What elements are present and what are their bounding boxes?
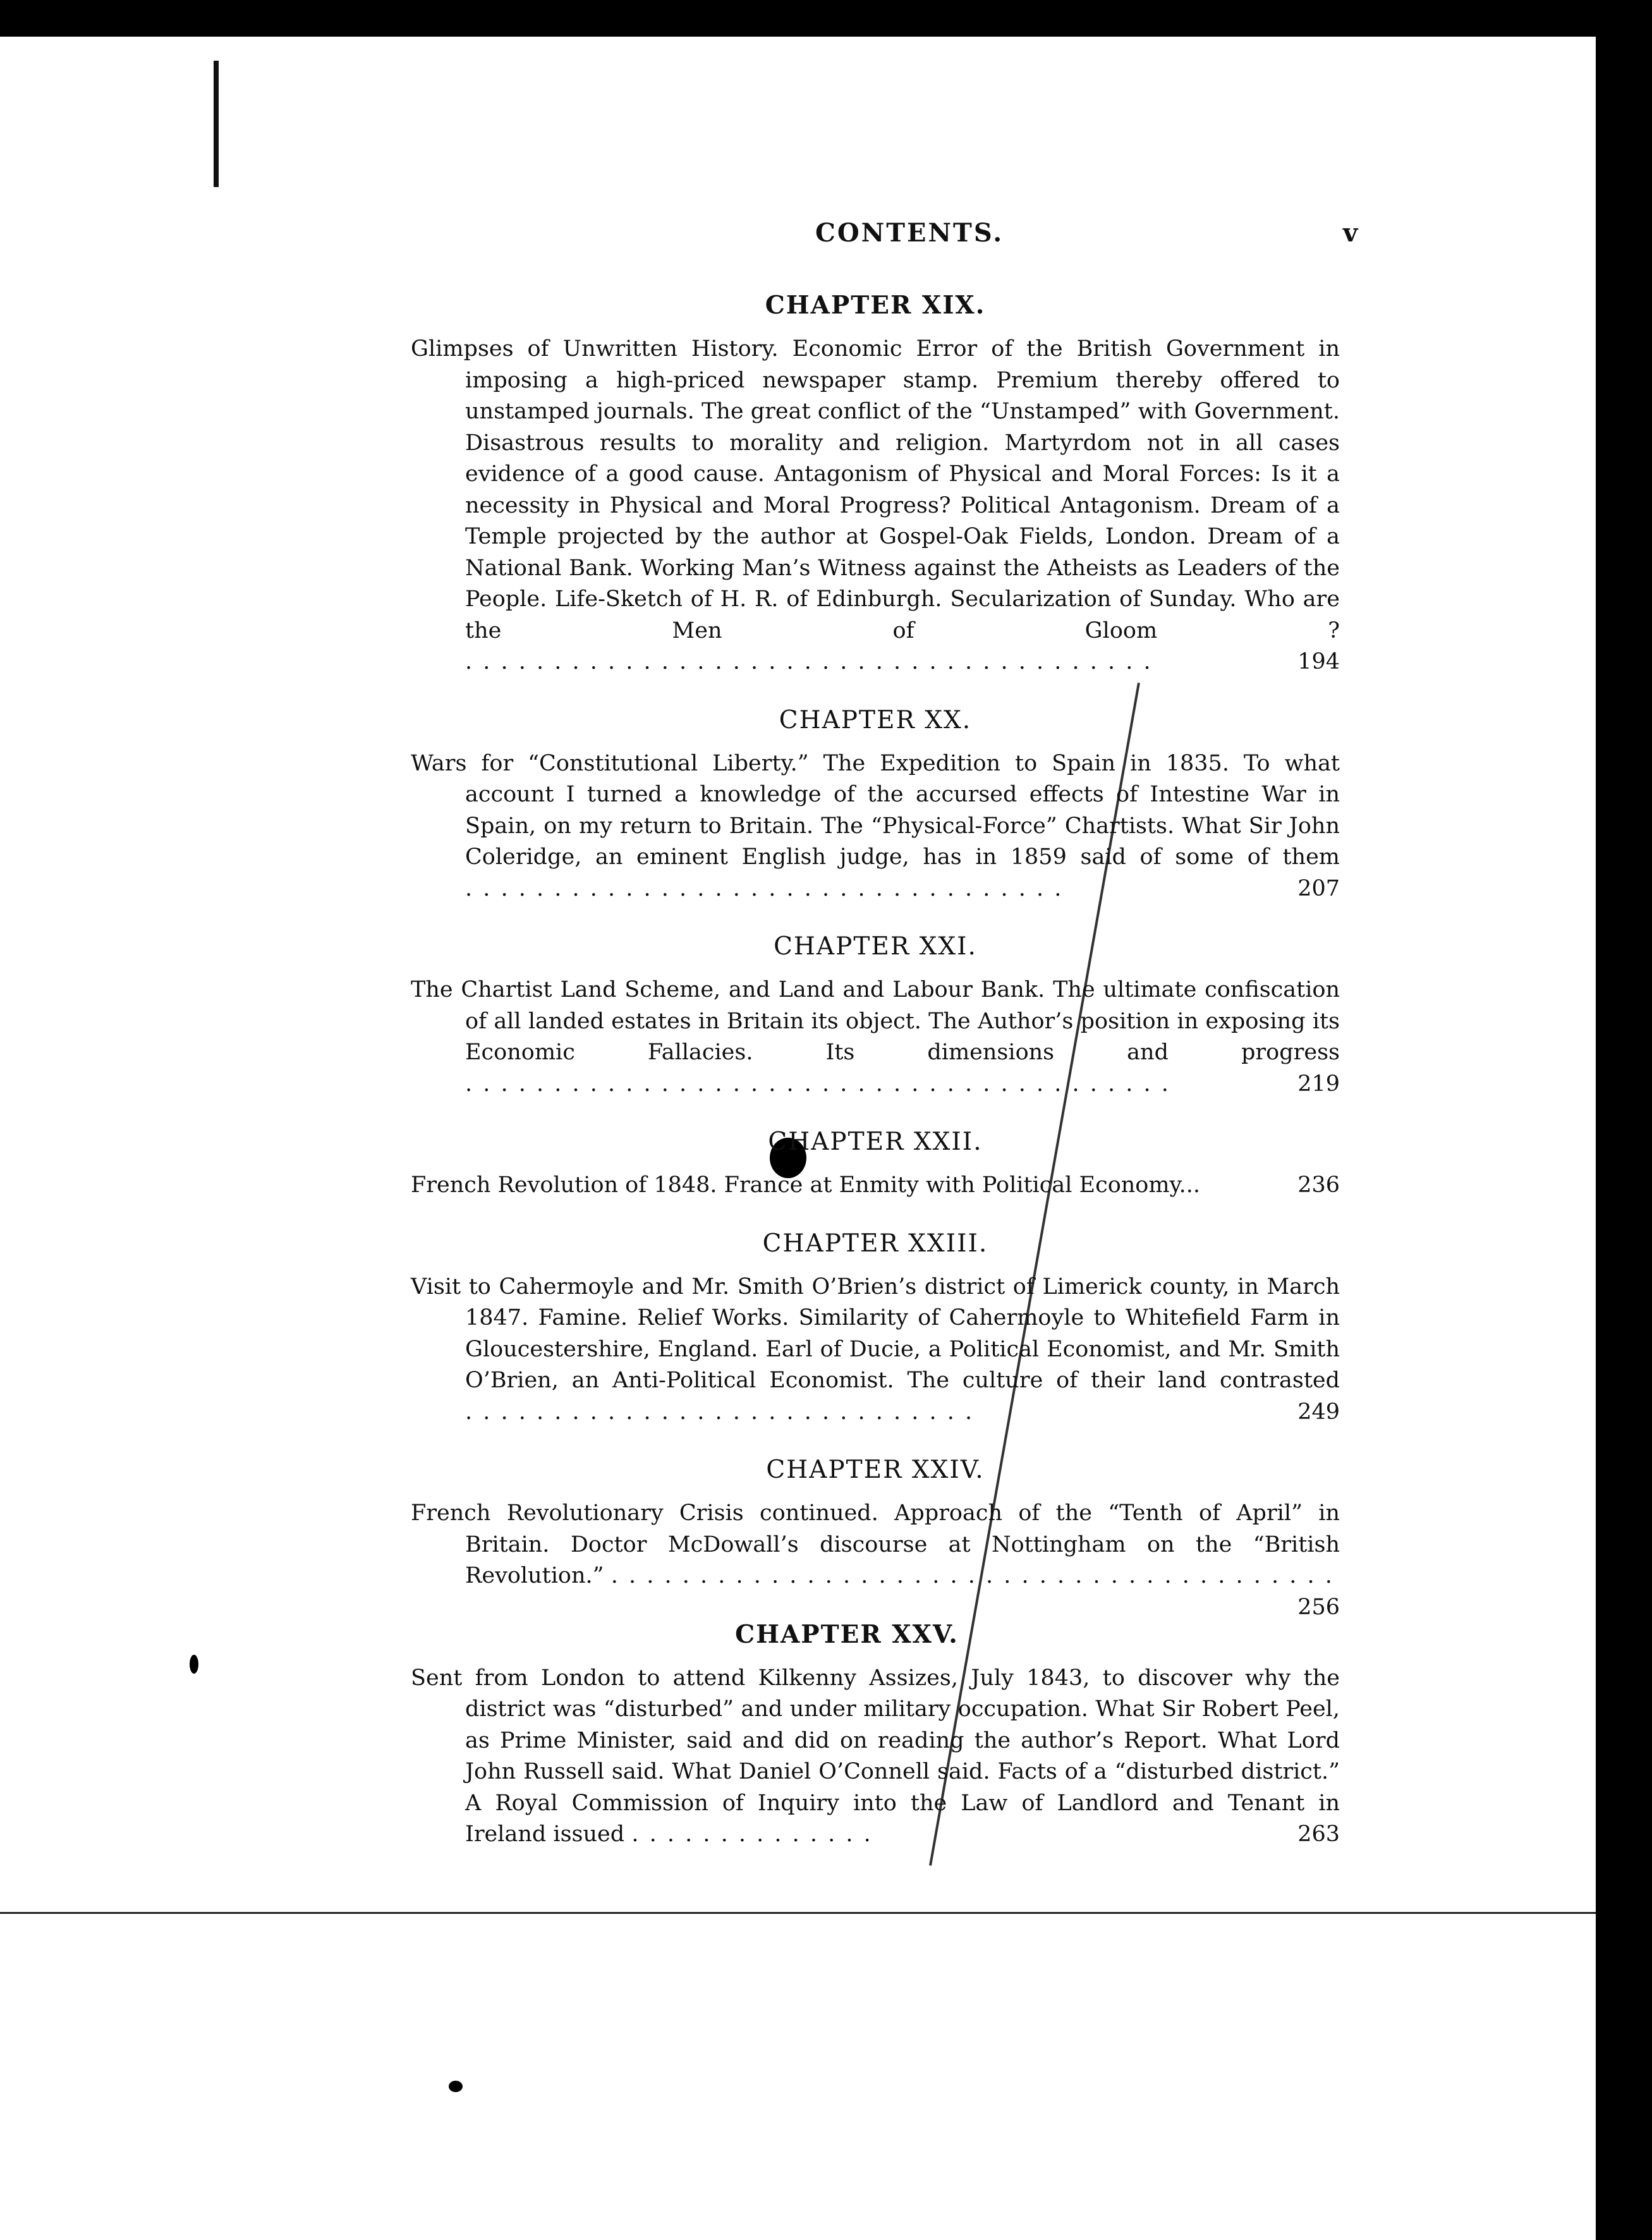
chapter-title: CHAPTER XX. [779, 705, 972, 734]
chapter-summary-text: French Revolutionary Crisis continued. Approach of the “Tenth of April” in Britain. Doctor McDowall’s discourse at Nottingham on the “British Revolution.” [411, 1500, 1340, 1588]
chapter-title: CHAPTER XXIII. [762, 1229, 988, 1258]
leader-dots: . . . . . . . . . . . . . . . . . . . . . . . . . . . . . . . . . . . . . . . [465, 649, 1153, 674]
running-head: CONTENTS. [815, 218, 1004, 248]
page-number: 263 [1297, 1822, 1340, 1847]
page-number: 236 [1297, 1172, 1340, 1198]
chapter-summary [411, 1663, 1340, 1851]
chapter-summary [411, 975, 1340, 1100]
chapter-summary [411, 1272, 1340, 1428]
page-edge-line [0, 1912, 1596, 1914]
chapter-summary-text: Visit to Cahermoyle and Mr. Smith O’Brien’s district of Limerick county, in March 1847. Famine. Relief Works. Similarity of Cahermoyle to Whitefield Farm in Gloucestershire, England. Earl of Ducie, a Political Economist, and Mr. Smith O’Brien, an Anti-Political Economist. The culture of their land contrasted [411, 1274, 1340, 1393]
page-number: 256 [1297, 1594, 1340, 1620]
chapter-title: CHAPTER XXII. [768, 1128, 983, 1156]
chapter-block [411, 291, 1340, 678]
chapter-title: CHAPTER XXI. [774, 932, 977, 961]
chapter-summary-text: Sent from London to attend Kilkenny Assizes, July 1843, to discover why the district was “disturbed” and under military occupation. What Sir Robert Peel, as Prime Minister, said and did on reading the author’s Report. What Lord John Russell said. What Daniel O’Connell said. Facts of a “disturbed district.” A Royal Commission of Inquiry into the Law of Landlord and Tenant in Ireland issued [411, 1665, 1340, 1847]
page-number: 219 [1297, 1071, 1340, 1097]
leader-dots: . . . . . . . . . . . . . . . . . . . . . . . . . . . . . . . . . . . . . . . . [465, 1071, 1170, 1097]
chapter-summary-text: Glimpses of Unwritten History. Economic Error of the British Government in imposing a high-priced newspaper stamp. Premium thereby offered to unstamped journals. The great conflict of the “Unstamped” with Government. Disastrous results to morality and religion. Martyrdom not in all cases evidence of a good cause. Antagonism of Physical and Moral Forces: Is it a necessity in Physical and Moral Progress? Political Antagonism. Dream of a Temple projected by the author at Gospel-Oak Fields, London. Dream of a National Bank. Working Man’s Witness against the Atheists as Leaders of the People. Life-Sketch of H. R. of Edinburgh. Secularization of Sunday. Who are the Men of Gloom ? [411, 336, 1340, 643]
leader-dots: . . . . . . . . . . . . . . [631, 1822, 873, 1847]
chapter-summary [411, 1170, 1340, 1202]
chapter-block [411, 1456, 1340, 1620]
chapter-summary-text: The Chartist Land Scheme, and Land and Labour Bank. The ultimate confiscation of all landed estates in Britain its object. The Author’s position in exposing its Economic Fallacies. Its dimensions and progress [411, 977, 1340, 1065]
chapter-title: CHAPTER XIX. [765, 291, 986, 320]
chapter-summary-text: French Revolution of 1848. France at Enmity with Political Economy... [411, 1172, 1201, 1198]
chapter-block [411, 706, 1340, 905]
scan-margin-mark [214, 61, 219, 187]
chapter-block [411, 932, 1340, 1100]
leader-dots: . . . . . . . . . . . . . . . . . . . . . . . . . . . . . [465, 1399, 975, 1425]
scan-border-right [1596, 0, 1652, 2240]
chapter-title: CHAPTER XXV. [735, 1619, 959, 1649]
chapter-summary [411, 1498, 1340, 1620]
leader-dots: . . . . . . . . . . . . . . . . . . . . . . . . . . . . . . . . . . [465, 875, 1064, 901]
leader-dots: . . . . . . . . . . . . . . . . . . . . . . . . . . . . . . . . . . . . . . . . . [610, 1563, 1334, 1588]
ink-speck [190, 1655, 198, 1674]
scan-border-top [0, 0, 1652, 37]
page-number: 194 [1297, 649, 1340, 674]
chapter-summary-text: Wars for “Constitutional Liberty.” The Expedition to Spain in 1835. To what account I turned a knowledge of the accursed effects of Intestine War in Spain, on my return to Britain. The “Physical-Force” Chartists. What Sir John Coleridge, an eminent English judge, has in 1859 said of some of them [411, 750, 1340, 870]
page-number: 207 [1297, 875, 1340, 901]
contents-list [411, 291, 1340, 1878]
chapter-block [411, 1229, 1340, 1428]
ink-speck [449, 2081, 463, 2092]
chapter-title: CHAPTER XXIV. [766, 1456, 985, 1484]
page-numeral: v [1343, 218, 1358, 248]
chapter-summary [411, 334, 1340, 678]
chapter-block [411, 1620, 1340, 1851]
chapter-summary [411, 748, 1340, 905]
chapter-block [411, 1128, 1340, 1202]
page-number: 249 [1297, 1399, 1340, 1425]
